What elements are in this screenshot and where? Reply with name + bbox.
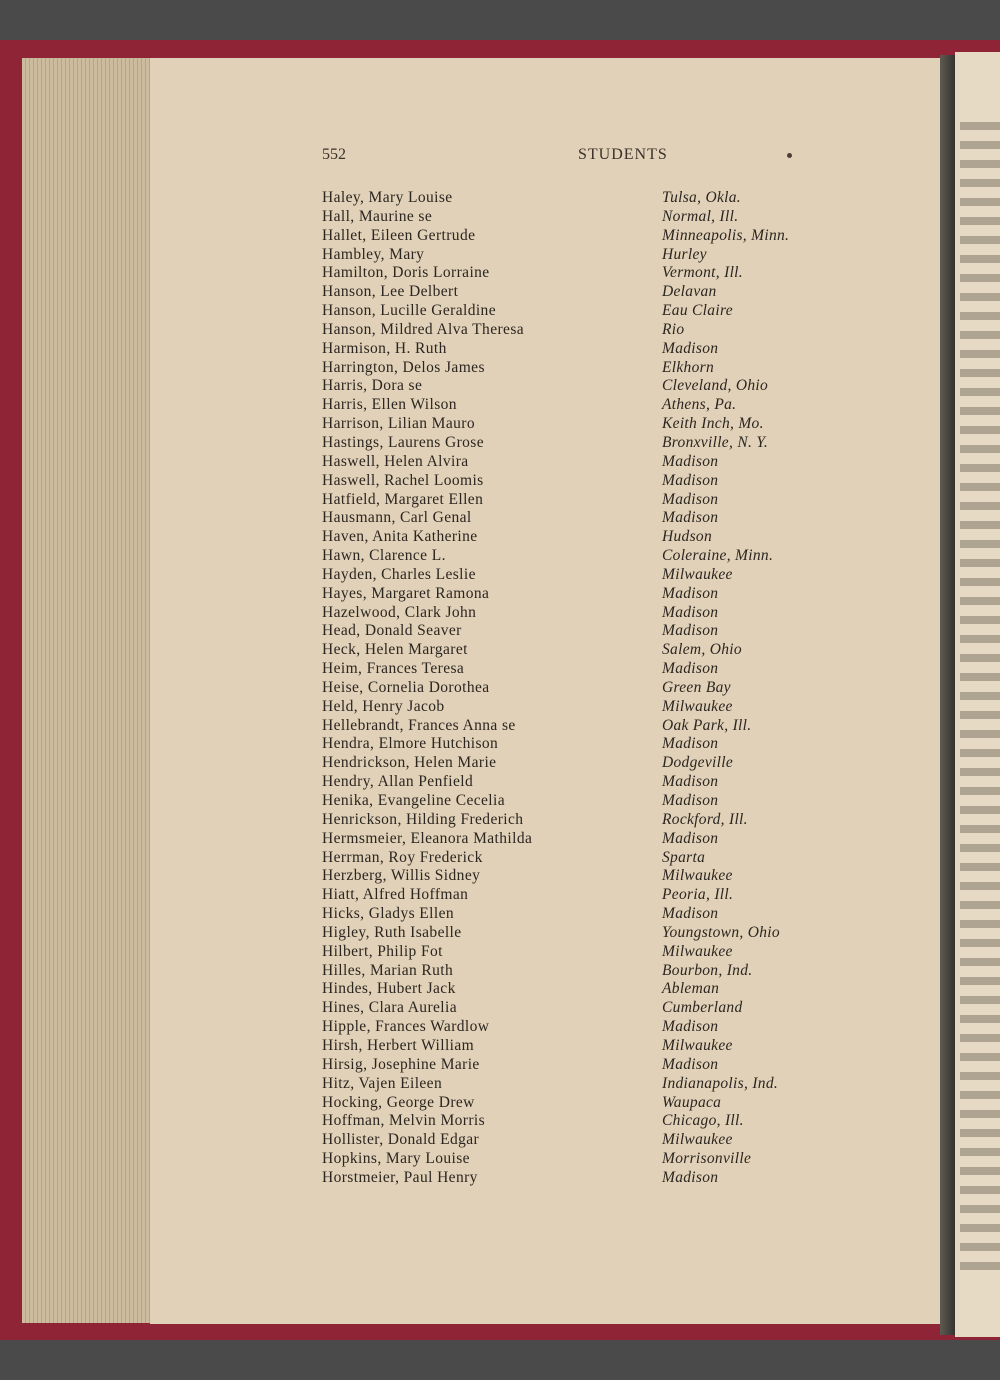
student-hometown: Bourbon, Ind. [662, 961, 753, 979]
student-name: Harris, Dora se [322, 377, 423, 395]
student-entry [322, 547, 882, 566]
student-name: Hanson, Mildred Alva Theresa [322, 320, 525, 338]
student-entry [322, 377, 882, 396]
student-entry [322, 208, 882, 227]
student-entry [322, 1018, 882, 1037]
student-entry [322, 453, 882, 472]
student-name: Hastings, Laurens Grose [322, 433, 485, 451]
student-hometown: Madison [662, 735, 719, 753]
student-name: Hicks, Gladys Ellen [322, 905, 455, 923]
student-name: Head, Donald Seaver [322, 622, 462, 640]
student-hometown: Madison [662, 471, 719, 489]
student-entry [322, 1112, 882, 1131]
student-name: Haswell, Rachel Loomis [322, 471, 484, 489]
student-hometown: Milwaukee [662, 1131, 733, 1149]
student-entry [322, 566, 882, 585]
student-entry [322, 302, 882, 321]
student-hometown: Madison [662, 792, 719, 809]
student-hometown: Madison [662, 1018, 719, 1036]
student-hometown: Keith Inch, Mo. [662, 415, 764, 433]
student-name: Hoffman, Melvin Morris [322, 1112, 486, 1130]
page-number: 552 [322, 146, 346, 163]
student-hometown: Madison [662, 603, 719, 621]
student-hometown: Madison [662, 773, 719, 791]
student-hometown: Minneapolis, Minn. [662, 226, 790, 244]
student-hometown: Madison [662, 622, 719, 640]
student-name: Hall, Maurine se [322, 207, 433, 225]
student-entry [322, 283, 882, 302]
student-name: Heise, Cornelia Dorothea [322, 678, 490, 696]
student-name: Higley, Ruth Isabelle [322, 923, 462, 941]
student-hometown: Morrisonville [662, 1150, 752, 1168]
student-entry [322, 491, 882, 510]
page-header [322, 146, 792, 168]
student-name: Haven, Anita Katherine [322, 528, 478, 546]
student-entry [322, 1056, 882, 1075]
student-entry [322, 886, 882, 905]
student-hometown: Ableman [662, 980, 720, 998]
header-dot [787, 153, 792, 158]
student-name: Hitz, Vajen Eileen [322, 1074, 443, 1092]
student-hometown: Salem, Ohio [662, 641, 742, 659]
student-hometown: Elkhorn [662, 358, 715, 376]
student-hometown: Milwaukee [662, 1036, 733, 1054]
student-roster [322, 189, 882, 1188]
student-hometown: Tulsa, Okla. [662, 189, 741, 206]
student-entry [322, 1075, 882, 1094]
student-entry [322, 1169, 882, 1188]
student-hometown: Cumberland [662, 999, 743, 1017]
student-entry [322, 698, 882, 717]
student-entry [322, 340, 882, 359]
student-hometown: Peoria, Ill. [662, 886, 734, 904]
student-name: Hayden, Charles Leslie [322, 565, 476, 583]
student-entry [322, 604, 882, 623]
student-name: Heim, Frances Teresa [322, 660, 465, 678]
student-entry [322, 1037, 882, 1056]
student-entry [322, 792, 882, 811]
student-hometown: Milwaukee [662, 867, 733, 885]
student-hometown: Hudson [662, 528, 713, 546]
student-name: Hazelwood, Clark John [322, 603, 477, 621]
student-entry [322, 1131, 882, 1150]
facing-page-text-bleed [960, 122, 1000, 1272]
student-name: Hawn, Clarence L. [322, 547, 446, 565]
student-entry [322, 415, 882, 434]
student-hometown: Madison [662, 584, 719, 602]
student-name: Hanson, Lucille Geraldine [322, 302, 496, 320]
student-hometown: Milwaukee [662, 942, 733, 960]
student-entry [322, 999, 882, 1018]
student-hometown: Madison [662, 490, 719, 508]
student-entry [322, 585, 882, 604]
student-entry [322, 227, 882, 246]
student-hometown: Madison [662, 660, 719, 678]
student-name: Hirsig, Josephine Marie [322, 1055, 480, 1073]
student-entry [322, 509, 882, 528]
student-name: Henika, Evangeline Cecelia [322, 792, 505, 809]
student-hometown: Normal, Ill. [662, 207, 739, 225]
student-name: Harrington, Delos James [322, 358, 485, 376]
student-hometown: Green Bay [662, 678, 731, 696]
student-hometown: Delavan [662, 283, 717, 301]
student-name: Hausmann, Carl Genal [322, 509, 472, 527]
student-entry [322, 811, 882, 830]
student-entry [322, 660, 882, 679]
student-hometown: Madison [662, 1168, 719, 1186]
student-name: Harrison, Lilian Mauro [322, 415, 475, 433]
student-hometown: Vermont, Ill. [662, 264, 743, 282]
student-name: Hambley, Mary [322, 245, 425, 263]
student-hometown: Madison [662, 905, 719, 923]
student-name: Hipple, Frances Wardlow [322, 1018, 490, 1036]
student-name: Hines, Clara Aurelia [322, 999, 457, 1017]
student-hometown: Cleveland, Ohio [662, 377, 769, 395]
student-name: Hilbert, Philip Fot [322, 942, 443, 960]
student-hometown: Eau Claire [662, 302, 733, 320]
student-name: Hilles, Marian Ruth [322, 961, 454, 979]
student-hometown: Athens, Pa. [662, 396, 737, 414]
student-name: Harmison, H. Ruth [322, 339, 447, 357]
student-name: Hellebrandt, Frances Anna se [322, 716, 516, 734]
student-entry [322, 679, 882, 698]
student-name: Herzberg, Willis Sidney [322, 867, 481, 885]
student-hometown: Madison [662, 509, 719, 527]
student-name: Horstmeier, Paul Henry [322, 1168, 478, 1186]
student-name: Hendrickson, Helen Marie [322, 754, 497, 772]
student-name: Herrman, Roy Frederick [322, 848, 483, 866]
student-hometown: Waupaca [662, 1093, 722, 1111]
student-name: Hallet, Eileen Gertrude [322, 226, 476, 244]
student-hometown: Dodgeville [662, 754, 734, 772]
student-hometown: Madison [662, 829, 719, 847]
student-entry [322, 396, 882, 415]
student-hometown: Chicago, Ill. [662, 1112, 744, 1130]
student-entry [322, 1094, 882, 1113]
student-hometown: Bronxville, N. Y. [662, 433, 768, 451]
student-hometown: Youngstown, Ohio [662, 923, 780, 941]
student-entry [322, 980, 882, 999]
student-entry [322, 472, 882, 491]
student-entry [322, 264, 882, 283]
student-entry [322, 1150, 882, 1169]
student-entry [322, 962, 882, 981]
student-hometown: Hurley [662, 245, 707, 263]
student-entry [322, 717, 882, 736]
student-hometown: Oak Park, Ill. [662, 716, 752, 734]
student-entry [322, 773, 882, 792]
student-hometown: Rio [662, 320, 685, 338]
student-hometown: Madison [662, 1055, 719, 1073]
student-name: Hopkins, Mary Louise [322, 1150, 470, 1168]
student-hometown: Milwaukee [662, 697, 733, 715]
student-name: Hayes, Margaret Ramona [322, 584, 490, 602]
running-head: STUDENTS [578, 146, 668, 163]
student-hometown: Madison [662, 339, 719, 357]
student-entry [322, 849, 882, 868]
student-entry [322, 434, 882, 453]
student-hometown: Indianapolis, Ind. [662, 1074, 779, 1092]
student-hometown: Sparta [662, 848, 706, 866]
student-hometown: Milwaukee [662, 565, 733, 583]
student-name: Hatfield, Margaret Ellen [322, 490, 484, 508]
student-entry [322, 528, 882, 547]
student-name: Hindes, Hubert Jack [322, 980, 456, 998]
student-name: Hollister, Donald Edgar [322, 1131, 480, 1149]
student-name: Haley, Mary Louise [322, 189, 453, 206]
student-name: Hendra, Elmore Hutchison [322, 735, 499, 753]
student-hometown: Rockford, Ill. [662, 810, 748, 828]
student-entry [322, 735, 882, 754]
facing-page-edge [955, 52, 1000, 1337]
student-entry [322, 905, 882, 924]
student-name: Heck, Helen Margaret [322, 641, 468, 659]
student-entry [322, 359, 882, 378]
student-name: Hamilton, Doris Lorraine [322, 264, 490, 282]
student-entry [322, 321, 882, 340]
student-name: Hocking, George Drew [322, 1093, 475, 1111]
student-entry [322, 189, 882, 208]
student-name: Harris, Ellen Wilson [322, 396, 457, 414]
student-name: Hiatt, Alfred Hoffman [322, 886, 469, 904]
student-hometown: Coleraine, Minn. [662, 547, 774, 565]
student-entry [322, 246, 882, 265]
student-entry [322, 924, 882, 943]
student-name: Hanson, Lee Delbert [322, 283, 459, 301]
student-name: Hendry, Allan Penfield [322, 773, 474, 791]
student-entry [322, 830, 882, 849]
student-name: Hermsmeier, Eleanora Mathilda [322, 829, 533, 847]
student-entry [322, 943, 882, 962]
student-entry [322, 754, 882, 773]
student-name: Henrickson, Hilding Frederich [322, 810, 524, 828]
student-entry [322, 622, 882, 641]
student-entry [322, 641, 882, 660]
student-name: Hirsh, Herbert William [322, 1036, 475, 1054]
student-entry [322, 867, 882, 886]
student-hometown: Madison [662, 452, 719, 470]
student-name: Haswell, Helen Alvira [322, 452, 469, 470]
student-name: Held, Henry Jacob [322, 697, 445, 715]
